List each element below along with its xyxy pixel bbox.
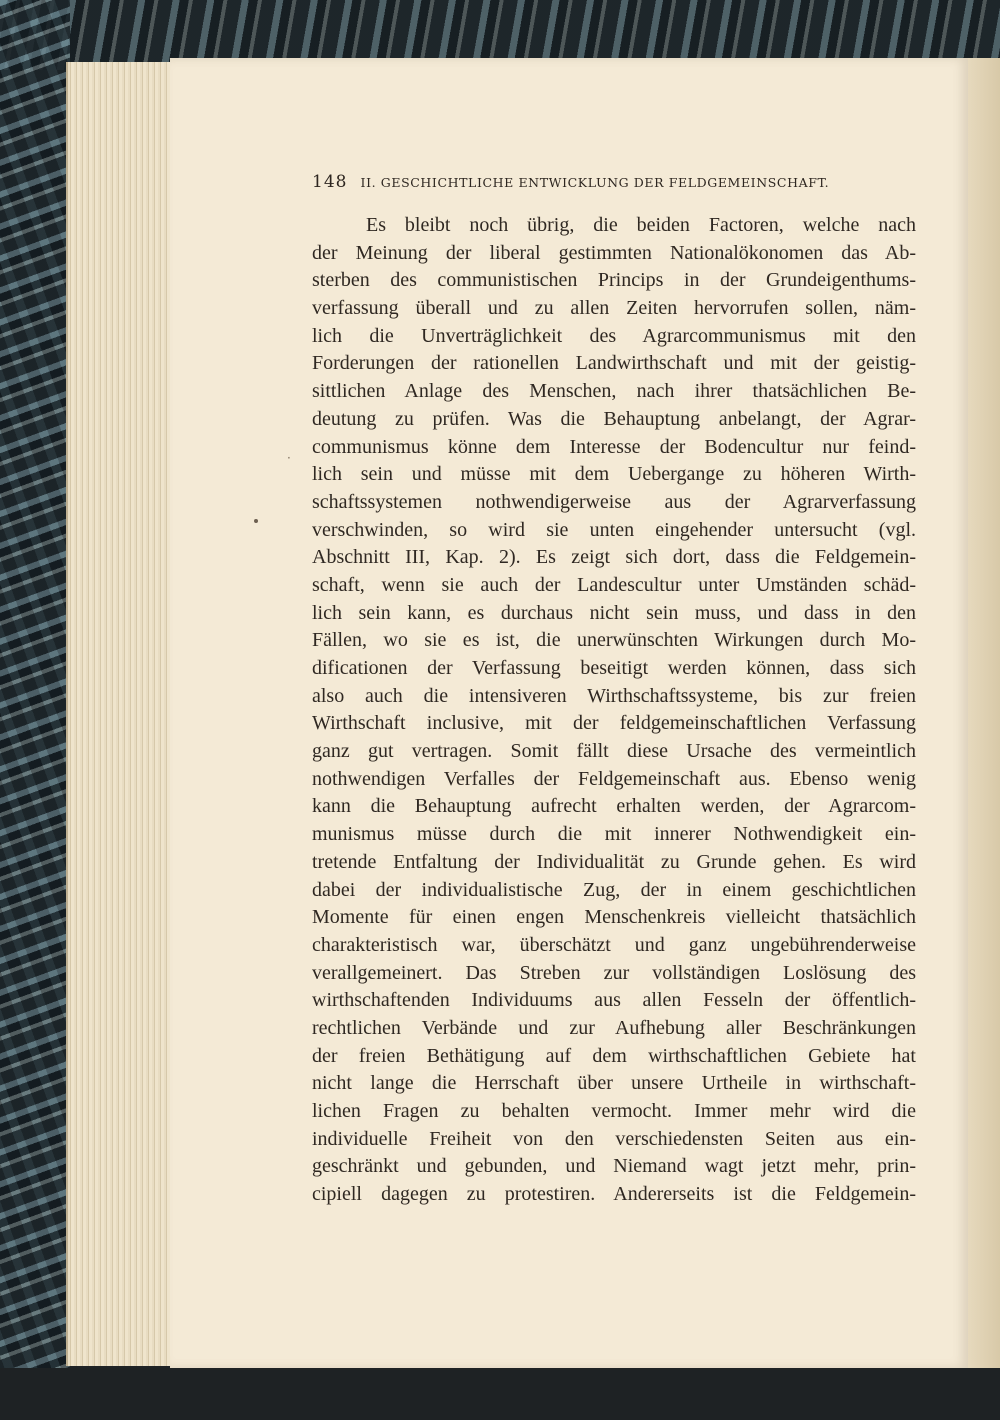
text-line: Fällen, wo sie es ist, die unerwünschten Wirkungen durch Mo- bbox=[312, 629, 916, 652]
text-line: kann die Behauptung aufrecht erhalten werden, der Agrarcom- bbox=[312, 795, 916, 818]
next-leaf-edge bbox=[968, 58, 1000, 1368]
text-line: wirthschaftenden Individuums aus allen Fesseln der öffentlich- bbox=[312, 989, 916, 1012]
margin-dot bbox=[254, 519, 258, 523]
text-line: lich die Unverträglichkeit des Agrarcommunismus mit den bbox=[312, 324, 916, 347]
text-line: Forderungen der rationellen Landwirthschaft und mit der geistig- bbox=[312, 352, 916, 375]
text-line: geschränkt und gebunden, und Niemand wagt jetzt mehr, prin- bbox=[312, 1155, 916, 1178]
text-line: cipiell dagegen zu protestiren. Andererseits ist die Feldgemein- bbox=[312, 1183, 916, 1206]
running-head: II. GESCHICHTLICHE ENTWICKLUNG DER FELDGEMEINSCHAFT. bbox=[360, 175, 830, 190]
text-line: rechtlichen Verbände und zur Aufhebung aller Beschränkungen bbox=[312, 1016, 916, 1039]
text-line: munismus müsse durch die mit innerer Nothwendigkeit ein- bbox=[312, 823, 916, 846]
text-line: nicht lange die Herrschaft über unsere Urtheile in wirthschaft- bbox=[312, 1072, 916, 1095]
text-line: schaftssystemen nothwendigerweise aus der Agrarverfassung bbox=[312, 490, 916, 513]
page-header bbox=[312, 172, 872, 192]
text-line: sterben des communistischen Princips in der Grundeigenthums- bbox=[312, 269, 916, 292]
text-line: sittlichen Anlage des Menschen, nach ihrer thatsächlichen Be- bbox=[312, 380, 916, 403]
text-line: lich sein kann, es durchaus nicht sein muss, und dass in den bbox=[312, 601, 916, 624]
text-line: Momente für einen engen Menschenkreis vielleicht thatsächlich bbox=[312, 906, 916, 929]
text-line: der freien Bethätigung auf dem wirthschaftlichen Gebiete hat bbox=[312, 1044, 916, 1067]
text-line: dabei der individualistische Zug, der in einem geschichtlichen bbox=[312, 878, 916, 901]
text-line: verfassung überall und zu allen Zeiten hervorrufen sollen, näm- bbox=[312, 297, 916, 320]
text-line: Abschnitt III, Kap. 2). Es zeigt sich dort, dass die Feldgemein- bbox=[312, 546, 916, 569]
text-line: ganz gut vertragen. Somit fällt diese Ursache des vermeintlich bbox=[312, 740, 916, 763]
text-line: lichen Fragen zu behalten vermocht. Immer mehr wird die bbox=[312, 1100, 916, 1122]
text-line: tretende Entfaltung der Individualität zu Grunde gehen. Es wird bbox=[312, 850, 916, 873]
text-line: dificationen der Verfassung beseitigt werden können, dass sich bbox=[312, 657, 916, 679]
text-line: communismus könne dem Interesse der Bodencultur nur feind- bbox=[312, 435, 916, 458]
margin-mark: · bbox=[287, 451, 291, 465]
text-line: nothwendigen Verfalles der Feldgemeinschaft aus. Ebenso wenig bbox=[312, 767, 916, 790]
text-line: charakteristisch war, überschätzt und ganz ungebührenderweise bbox=[312, 933, 916, 956]
page-number: 148 bbox=[312, 172, 348, 192]
text-line: verallgemeinert. Das Streben zur vollständigen Loslösung des bbox=[312, 961, 916, 984]
text-line: individuelle Freiheit von den verschiedensten Seiten aus ein- bbox=[312, 1127, 916, 1150]
text-line: schaft, wenn sie auch der Landescultur unter Umständen schäd- bbox=[312, 573, 916, 596]
scan-background bbox=[0, 1368, 1000, 1420]
text-line: Wirthschaft inclusive, mit der feldgemeinschaftlichen Verfassung bbox=[312, 712, 916, 735]
text-line: lich sein und müsse mit dem Uebergange zu höheren Wirth- bbox=[312, 463, 916, 486]
text-line: deutung zu prüfen. Was die Behauptung anbelangt, der Agrar- bbox=[312, 407, 916, 430]
text-line: verschwinden, so wird sie unten eingehender untersucht (vgl. bbox=[312, 518, 916, 541]
text-line: der Meinung der liberal gestimmten Nationalökonomen das Ab- bbox=[312, 241, 916, 264]
text-line: also auch die intensiveren Wirthschaftssysteme, bis zur freien bbox=[312, 684, 916, 707]
text-line: Es bleibt noch übrig, die beiden Factoren, welche nach bbox=[366, 214, 916, 236]
marbled-cover-left bbox=[0, 0, 70, 1420]
body-text bbox=[312, 212, 916, 1209]
page-edges bbox=[66, 62, 176, 1366]
